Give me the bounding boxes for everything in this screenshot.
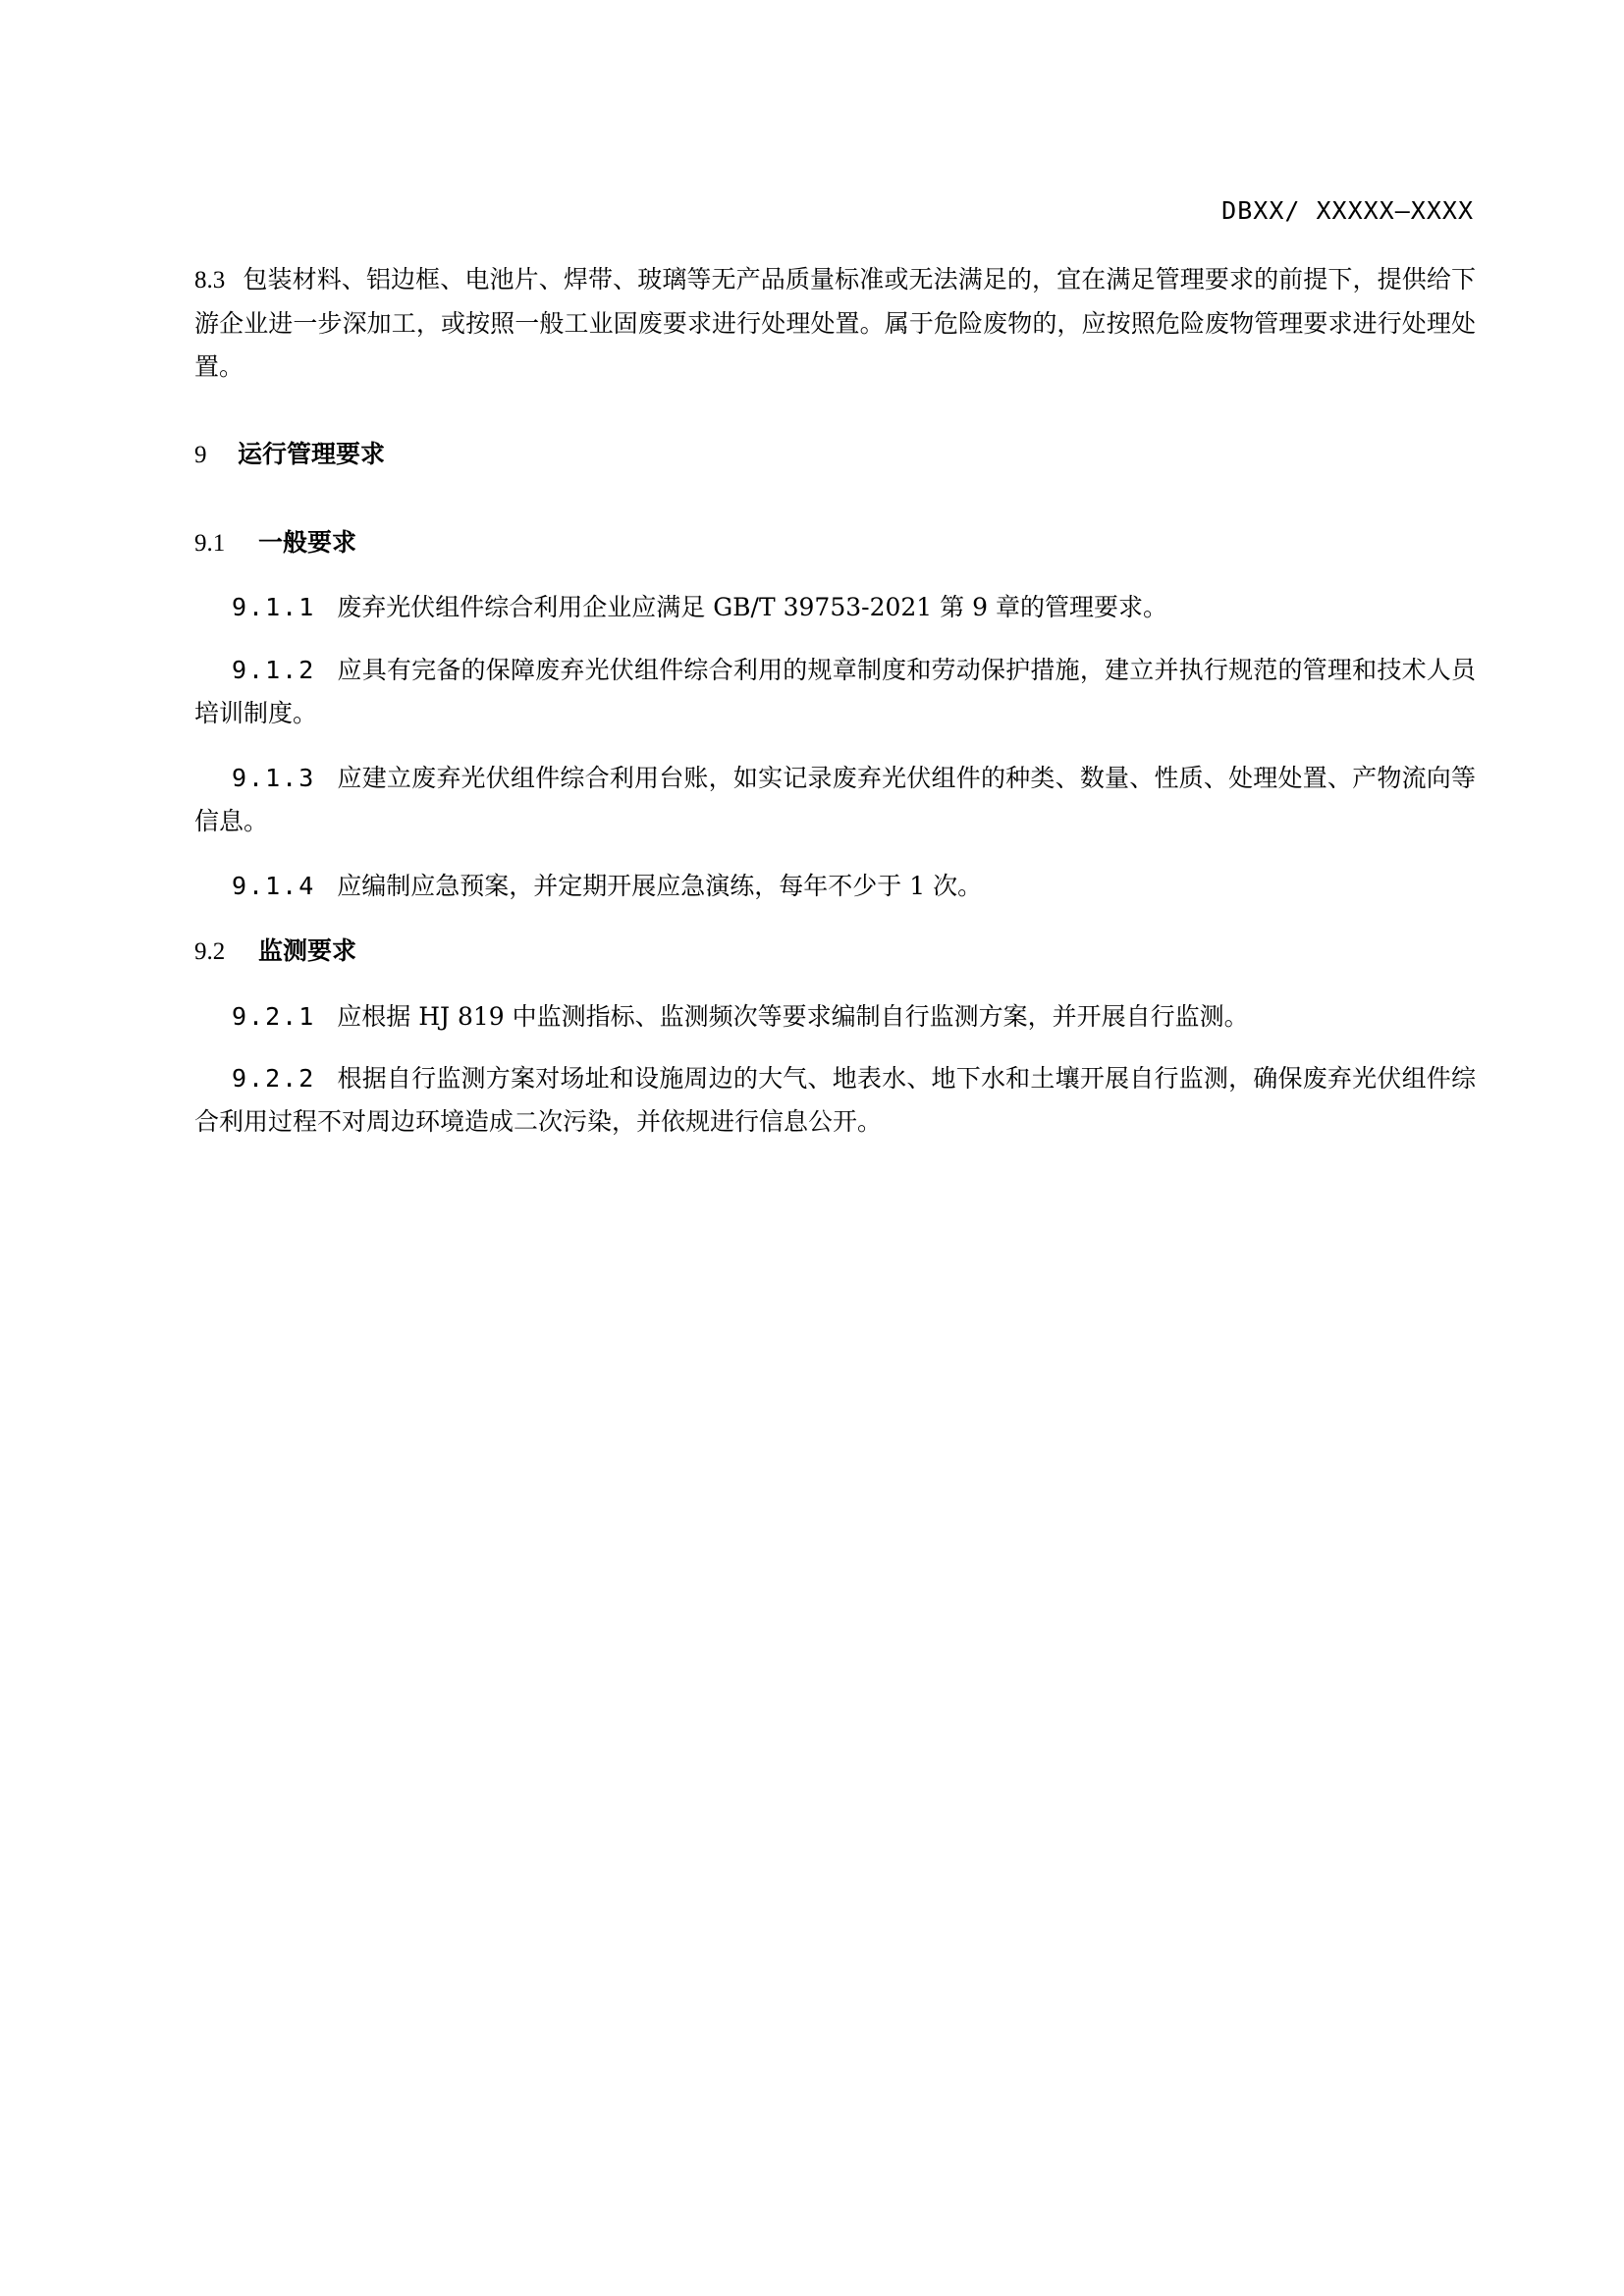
clause-number: 9.1.3: [232, 764, 316, 792]
clause-text: 应具有完备的保障废弃光伏组件综合利用的规章制度和劳动保护措施，建立并执行规范的管理和技术人员培训制度。: [194, 656, 1476, 727]
section-number: 9: [194, 442, 207, 468]
clause-9-1-1: [194, 586, 1476, 629]
clause-number: 8.3: [194, 267, 226, 294]
clause-9-1-2: [194, 649, 1476, 735]
clause-text: 包装材料、铝边框、电池片、焊带、玻璃等无产品质量标准或无法满足的，宜在满足管理要求的前提下，提供给下游企业进一步深加工，或按照一般工业固废要求进行处理处置。属于危险废物的，应按照危险废物管理要求进行处理处置。: [194, 265, 1476, 381]
subsection-number: 9.2: [194, 938, 226, 965]
clause-9-1-3: [194, 757, 1476, 843]
clause-number: 9.1.1: [232, 593, 316, 621]
clause-8-3: [194, 258, 1476, 389]
subsection-title: 监测要求: [258, 936, 357, 965]
subsection-9-1-heading: [194, 521, 356, 565]
clause-text: 根据自行监测方案对场址和设施周边的大气、地表水、地下水和土壤开展自行监测，确保废弃光伏组件综合利用过程不对周边环境造成二次污染，并依规进行信息公开。: [194, 1064, 1476, 1136]
section-title: 运行管理要求: [238, 440, 386, 468]
subsection-9-2-heading: [194, 930, 356, 974]
subsection-title: 一般要求: [258, 528, 357, 557]
subsection-number: 9.1: [194, 530, 226, 557]
clause-text: 应编制应急预案，并定期开展应急演练，每年不少于 1 次。: [337, 872, 983, 900]
clause-text: 废弃光伏组件综合利用企业应满足 GB/T 39753-2021 第 9 章的管理要求。: [337, 593, 1167, 621]
clause-9-2-2: [194, 1057, 1476, 1144]
section-9-heading: [194, 433, 385, 477]
clause-number: 9.2.1: [232, 1002, 316, 1031]
clause-number: 9.1.4: [232, 872, 316, 900]
clause-9-2-1: [194, 995, 1476, 1039]
standard-code: DBXX/ XXXXX—XXXX: [1221, 196, 1474, 225]
clause-number: 9.1.2: [232, 656, 316, 684]
clause-9-1-4: [194, 865, 1476, 908]
clause-text: 应建立废弃光伏组件综合利用台账，如实记录废弃光伏组件的种类、数量、性质、处理处置、产物流向等信息。: [194, 764, 1476, 835]
clause-number: 9.2.2: [232, 1064, 316, 1093]
clause-text: 应根据 HJ 819 中监测指标、监测频次等要求编制自行监测方案，并开展自行监测。: [337, 1002, 1249, 1031]
